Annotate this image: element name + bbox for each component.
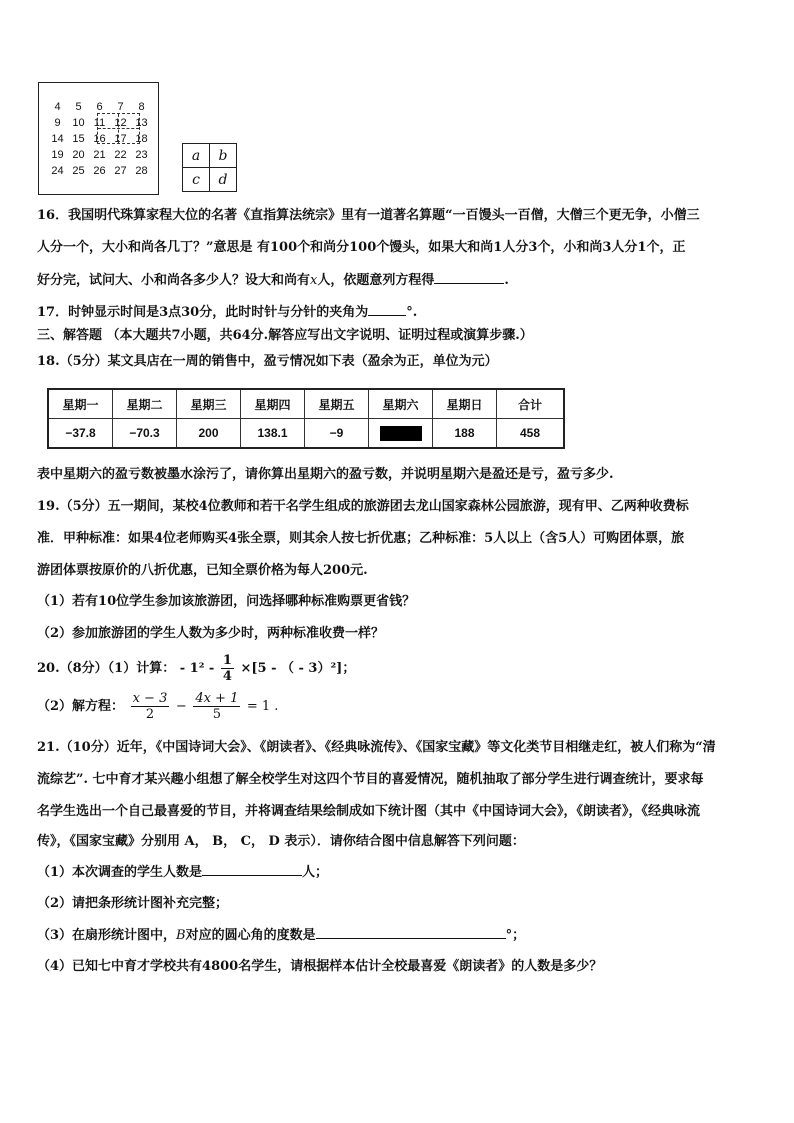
- q21-sub1-b: 人；: [302, 865, 329, 880]
- frac2-numerator: x − 3: [132, 691, 168, 706]
- equation-rhs: = 1 .: [246, 699, 279, 714]
- frac3-denominator: 5: [212, 707, 221, 722]
- q17: [37, 303, 417, 322]
- q21-sub2: （2）请把条形统计图补充完整；: [37, 896, 229, 911]
- calendar-cell: 22: [114, 149, 127, 161]
- calendar-cell: 14: [51, 133, 64, 145]
- calendar-cell: 9: [54, 117, 61, 129]
- q18-text: 18.（5分）某文具店在一周的销售中，盈亏情况如下表（盈余为正，单位为元）: [37, 354, 498, 369]
- calendar-cell: 6: [96, 101, 103, 113]
- q21-var-b: B: [176, 928, 186, 943]
- q21-sub1: [37, 863, 328, 882]
- fraction-x-minus-3: [131, 691, 170, 722]
- header-sun: 星期日: [433, 389, 497, 419]
- calendar-cell: 10: [72, 117, 85, 129]
- q21-line4: 传》，《国家宝藏》分别用 A， B， C， D 表示）．请你结合图中信息解答下列问题：: [37, 834, 525, 849]
- q20-part1-a: - 1² -: [179, 661, 215, 676]
- q17-end: °.: [406, 305, 418, 320]
- header-wed: 星期三: [177, 389, 241, 419]
- q21-sub3-a: （3）在扇形统计图中，: [37, 928, 177, 943]
- q19-line3: 游团体票按原价的八折优惠，已知全票价格为每人200元.: [37, 563, 368, 578]
- frac2-denominator: 2: [145, 707, 155, 722]
- q19-line2: 准．甲种标准：如果4位老师购买4张全票，则其余人按七折优惠；乙种标准：5人以上（含5人）可购团体票，旅: [37, 531, 685, 546]
- q16-end: .: [504, 273, 509, 288]
- q21-line3: 名学生选出一个自己最喜爱的节目，并将调查结果绘制成如下统计图（其中《中国诗词大会》，《朗读者》，《经典咏流: [37, 804, 701, 819]
- header-total: 合计: [497, 389, 565, 419]
- q20-part1-prefix: 20.（8分）（1）计算：: [37, 661, 176, 676]
- q21-sub3-c: °；: [505, 928, 526, 943]
- q16-answer-blank[interactable]: [434, 271, 504, 284]
- header-thu: 星期四: [241, 389, 305, 419]
- value-wed: 200: [177, 419, 241, 449]
- value-sun: 188: [433, 419, 497, 449]
- value-sat: [369, 419, 433, 449]
- q21-sub1-a: （1）本次调查的学生人数是: [37, 865, 203, 880]
- q20-part1-b: ×[5 - （ - 3）²]；: [240, 661, 356, 676]
- calendar-cell: 17: [114, 133, 127, 145]
- cell-d: d: [210, 168, 237, 192]
- calendar-cell: 11: [93, 117, 106, 129]
- abcd-table: [182, 143, 237, 192]
- q21-sub3: [37, 926, 525, 945]
- value-mon: −37.8: [48, 419, 113, 449]
- calendar-cell: 26: [93, 165, 106, 177]
- section-heading: 三、解答题 （本大题共7小题，共64分.解答应写出文字说明、证明过程或演算步骤.）: [37, 328, 533, 343]
- calendar-cell: 13: [135, 117, 148, 129]
- cell-a: a: [183, 144, 210, 168]
- header-fri: 星期五: [305, 389, 369, 419]
- calendar-cell: 7: [117, 101, 124, 113]
- q17-answer-blank[interactable]: [368, 303, 406, 316]
- q20-part2-prefix: （2）解方程：: [37, 699, 125, 714]
- calendar-cell: 28: [135, 165, 148, 177]
- calendar-cell: 21: [93, 149, 106, 161]
- calendar-figure: [38, 82, 159, 195]
- calendar-cell: 15: [72, 133, 85, 145]
- q20-part2: [37, 690, 278, 724]
- fraction-4x-plus-1: [193, 691, 240, 722]
- calendar-cell: 18: [135, 133, 148, 145]
- q16-line3b: 人，依题意列方程得: [317, 273, 435, 288]
- header-mon: 星期一: [48, 389, 113, 419]
- q21-line2: 流综艺”. 七中育才某兴趣小组想了解全校学生对这四个节目的喜爱情况，随机抽取了部分学生进行调查统计，要求每: [37, 772, 704, 787]
- q21-line1: 21.（10分）近年，《中国诗词大会》、《朗读者》、《经典咏流传》、《国家宝藏》等文化类节目相继走红，被人们称为“清: [37, 740, 716, 755]
- q19-line1: 19.（5分）五一期间，某校4位教师和若干名学生组成的旅游团去龙山国家森林公园旅游，现有甲、乙两种收费标: [37, 499, 689, 514]
- value-fri: −9: [305, 419, 369, 449]
- q18-note: 表中星期六的盈亏数被墨水涂污了，请你算出星期六的盈亏数，并说明星期六是盈还是亏，盈亏多少.: [37, 467, 614, 482]
- q16-line3: [37, 271, 509, 290]
- minus-sign: −: [175, 699, 187, 714]
- value-thu: 138.1: [241, 419, 305, 449]
- value-total: 458: [497, 419, 565, 449]
- dashed-selection-box: [97, 113, 140, 144]
- frac3-numerator: 4x + 1: [195, 691, 239, 706]
- calendar-cell: 23: [135, 149, 148, 161]
- calendar-cell: 5: [75, 101, 82, 113]
- ink-blot: [380, 426, 422, 441]
- q16-line2: 人分一个，大小和尚各几丁？”意思是 有100个和尚分100个馒头，如果大和尚1人分3个，小和尚3人分1个，正: [37, 240, 686, 255]
- q16-line3a: 好分完，试问大、小和尚各多少人？设大和尚有: [37, 273, 311, 288]
- fraction-one-quarter: [221, 653, 234, 684]
- header-tue: 星期二: [113, 389, 177, 419]
- q19-sub1: （1）若有10位学生参加该旅游团，问选择哪种标准购票更省钱？: [37, 594, 416, 609]
- q19-sub2: （2）参加旅游团的学生人数为多少时，两种标准收费一样？: [37, 626, 385, 641]
- q21-sub3-blank[interactable]: [316, 926, 506, 939]
- value-tue: −70.3: [113, 419, 177, 449]
- calendar-cell: 4: [54, 101, 61, 113]
- header-sat: 星期六: [369, 389, 433, 419]
- calendar-cell: 24: [51, 165, 64, 177]
- calendar-cell: 12: [114, 117, 127, 129]
- calendar-cell: 20: [72, 149, 85, 161]
- frac1-denominator: 4: [222, 669, 232, 684]
- q21-sub1-blank[interactable]: [202, 863, 302, 876]
- q20-part1: [37, 652, 355, 686]
- cell-b: b: [210, 144, 237, 168]
- calendar-cell: 27: [114, 165, 127, 177]
- q16-var-x: x: [310, 273, 318, 288]
- q21-sub3-b: 对应的圆心角的度数是: [185, 928, 316, 943]
- calendar-cell: 8: [138, 101, 145, 113]
- calendar-cell: 19: [51, 149, 64, 161]
- cell-c: c: [183, 168, 210, 192]
- q21-sub4: （4）已知七中育才学校共有4800名学生，请根据样本估计全校最喜爱《朗读者》的人数是多少？: [37, 959, 603, 974]
- frac1-numerator: 1: [222, 653, 232, 668]
- q17-text: 17．时钟显示时间是3点30分，此时时针与分针的夹角为: [37, 305, 369, 320]
- calendar-cell: 16: [93, 133, 106, 145]
- sales-table: [47, 388, 565, 449]
- calendar-cell: 25: [72, 165, 85, 177]
- q16-line1: 16．我国明代珠算家程大位的名著《直指算法统宗》里有一道著名算题“一百馒头一百僧，大僧三个更无争，小僧三: [37, 208, 700, 223]
